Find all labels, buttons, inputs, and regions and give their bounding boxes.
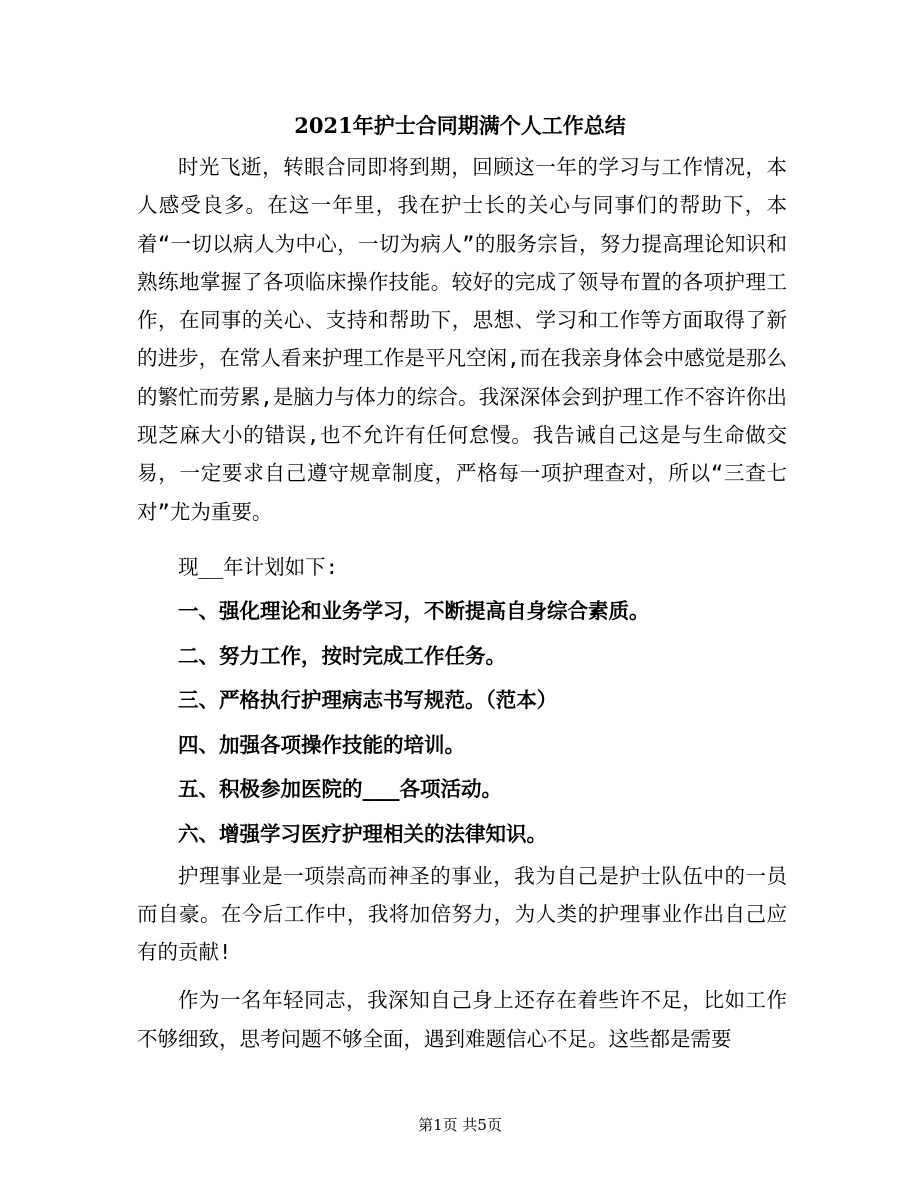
plan-intro: 现__年计划如下: [178, 554, 339, 579]
plan-item: 二、努力工作，按时完成工作任务。 [178, 643, 506, 668]
plan-item: 三、严格执行护理病志书写规范。（范本） [178, 688, 558, 713]
paragraph-intro: 时光飞逝，转眼合同即将到期，回顾这一年的学习与工作情况，本人感受良多。在这一年里，我在护士长的关心与同事们的帮助下，本着“一切以病人为中心，一切为病人”的服务宗旨，努力提高理论知识和熟练地掌握了各项临床操作技能。较好的完成了领导布置的各项护理工作，在同事的关心、支持和帮助下，思想、学习和工作等方面取得了新的进步，在常人看来护理工作是平凡空闲,而在我亲身体会中感觉是那么的繁忙而劳累,是脑力与体力的综合。我深深体会到护理工作不容许你出现芝麻大小的错误,也不允许有任何怠慢。我告诫自己这是与生命做交易，一定要求自己遵守规章制度，严格每一项护理查对，所以“三查七对”尤为重要。 [137, 155, 787, 524]
paragraph-self-reflection: 作为一名年轻同志，我深知自己身上还存在着些许不足，比如工作不够细致，思考问题不够全面，遇到难题信心不足。这些都是需要 [137, 988, 787, 1051]
plan-item: 一、强化理论和业务学习，不断提高自身综合素质。 [178, 598, 650, 623]
document-body [137, 148, 787, 1058]
plan-item: 五、积极参加医院的___各项活动。 [178, 777, 503, 802]
paragraph-nursing-career: 护理事业是一项崇高而神圣的事业，我为自己是护士队伍中的一员而自豪。在今后工作中，我将加倍努力，为人类的护理事业作出自己应有的贡献! [137, 863, 787, 965]
document-title: 2021年护士合同期满个人工作总结 [294, 113, 626, 138]
plan-list [137, 589, 787, 857]
page-number: 第1页 共5页 [418, 1116, 502, 1134]
plan-item: 四、加强各项操作技能的培训。 [178, 732, 465, 757]
plan-item: 六、增强学习医疗护理相关的法律知识。 [178, 821, 547, 846]
